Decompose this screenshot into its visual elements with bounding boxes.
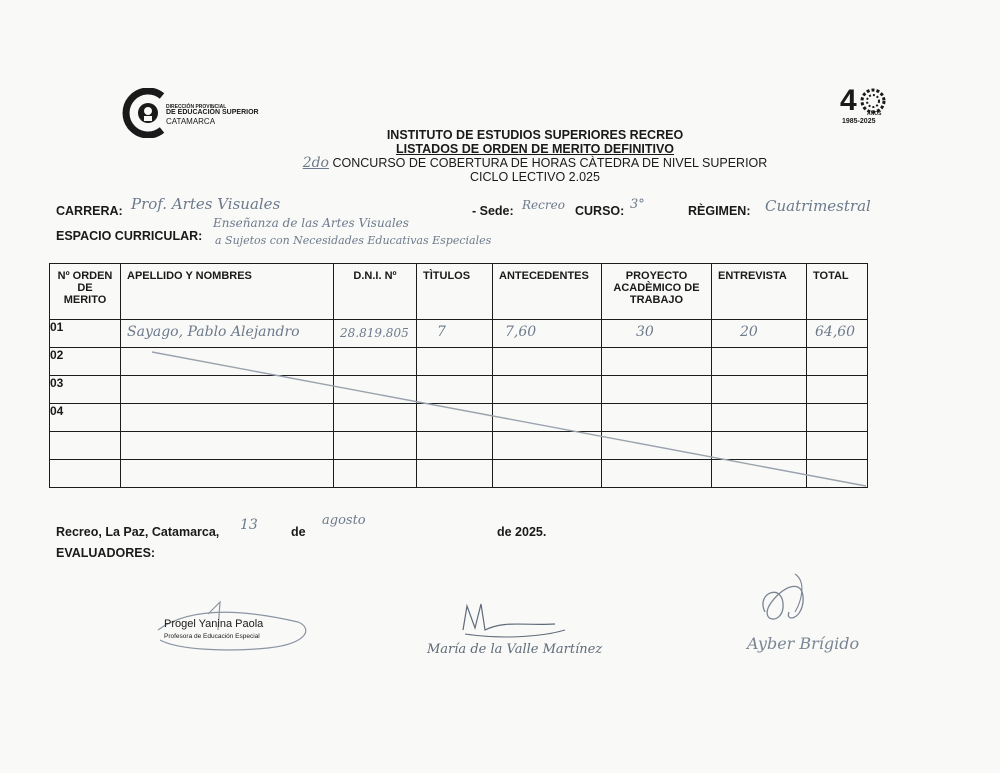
cell-entrevista: 20 [740, 324, 758, 340]
anniversary-sub: AÑOS [867, 111, 882, 117]
anniversary-number: 4 [840, 84, 857, 117]
carrera-label: CARRERA: [56, 204, 123, 218]
concurso-number-handwritten: 2do [302, 155, 329, 171]
signature-3-name: Ayber Brígido [747, 634, 860, 653]
header-proyecto: PROYECTO ACADÈMICO DE TRABAJO [602, 264, 712, 320]
cell-antecedentes: 7,60 [505, 324, 537, 340]
logo-line3: CATAMARCA [166, 117, 216, 126]
cell-proyecto: 30 [636, 324, 654, 340]
espacio-value-line1: Enseñanza de las Artes Visuales [213, 216, 409, 230]
institute-title: INSTITUTO DE ESTUDIOS SUPERIORES RECREO [386, 128, 684, 142]
cell-total: 64,60 [815, 324, 856, 340]
cell-orden: 02 [50, 348, 121, 376]
anniversary-years: 1985-2025 [842, 118, 876, 125]
signature-1 [148, 600, 318, 660]
header-nombre: APELLIDO Y NOMBRES [121, 264, 334, 320]
header-antecedentes: ANTECEDENTES [493, 264, 602, 320]
signature-2-name: María de la Valle Martínez [427, 642, 603, 657]
signature-2-scribble-icon [425, 600, 615, 670]
ciclo-title: CICLO LECTIVO 2.025 [470, 170, 600, 184]
year-label: de 2025. [497, 525, 547, 539]
regimen-label: RÈGIMEN: [688, 204, 751, 218]
curso-value: 3° [630, 197, 645, 212]
logo-line2: DE EDUCACIÓN SUPERIOR [166, 109, 259, 116]
signature-3 [725, 572, 875, 667]
cell-orden: 01 [50, 320, 121, 348]
place-label: Recreo, La Paz, Catamarca, [56, 525, 220, 539]
listing-title: LISTADOS DE ORDEN DE MERITO DEFINITIVO [395, 142, 675, 156]
sede-label: - Sede: [472, 204, 514, 218]
curso-label: CURSO: [575, 204, 625, 218]
signature-1-scribble-icon [148, 600, 318, 660]
espacio-label: ESPACIO CURRICULAR: [56, 229, 203, 243]
regimen-value: Cuatrimestral [765, 197, 871, 215]
cell-orden: 03 [50, 376, 121, 404]
month-handwritten: agosto [322, 513, 366, 528]
logo-line1: DIRECCIÓN PROVINCIAL [166, 104, 227, 110]
evaluadores-label: EVALUADORES: [56, 546, 156, 560]
sede-value: Recreo [522, 198, 565, 212]
concurso-title: CONCURSO DE COBERTURA DE HORAS CÀTEDRA DE NIVEL SUPERIOR [332, 156, 768, 170]
carrera-value: Prof. Artes Visuales [131, 195, 281, 213]
header-orden: Nº ORDEN DE MERITO [50, 264, 121, 320]
header-entrevista: ENTREVISTA [712, 264, 807, 320]
espacio-value-line2: a Sujetos con Necesidades Educativas Especiales [215, 234, 492, 247]
header-titulos: TÌTULOS [417, 264, 493, 320]
header-dni: D.N.I. Nº [334, 264, 417, 320]
de-label: de [291, 525, 306, 539]
cell-dni: 28.819.805 [340, 326, 409, 340]
cell-titulos: 7 [437, 324, 446, 340]
cell-nombre: Sayago, Pablo Alejandro [127, 324, 300, 340]
stamp-name: Progel Yanina Paola [164, 618, 264, 630]
signature-2 [425, 600, 615, 670]
day-handwritten: 13 [240, 517, 258, 533]
cell-orden: 04 [50, 404, 121, 432]
stamp-role: Profesora de Educación Especial [164, 633, 260, 640]
header-total: TOTAL [807, 264, 868, 320]
